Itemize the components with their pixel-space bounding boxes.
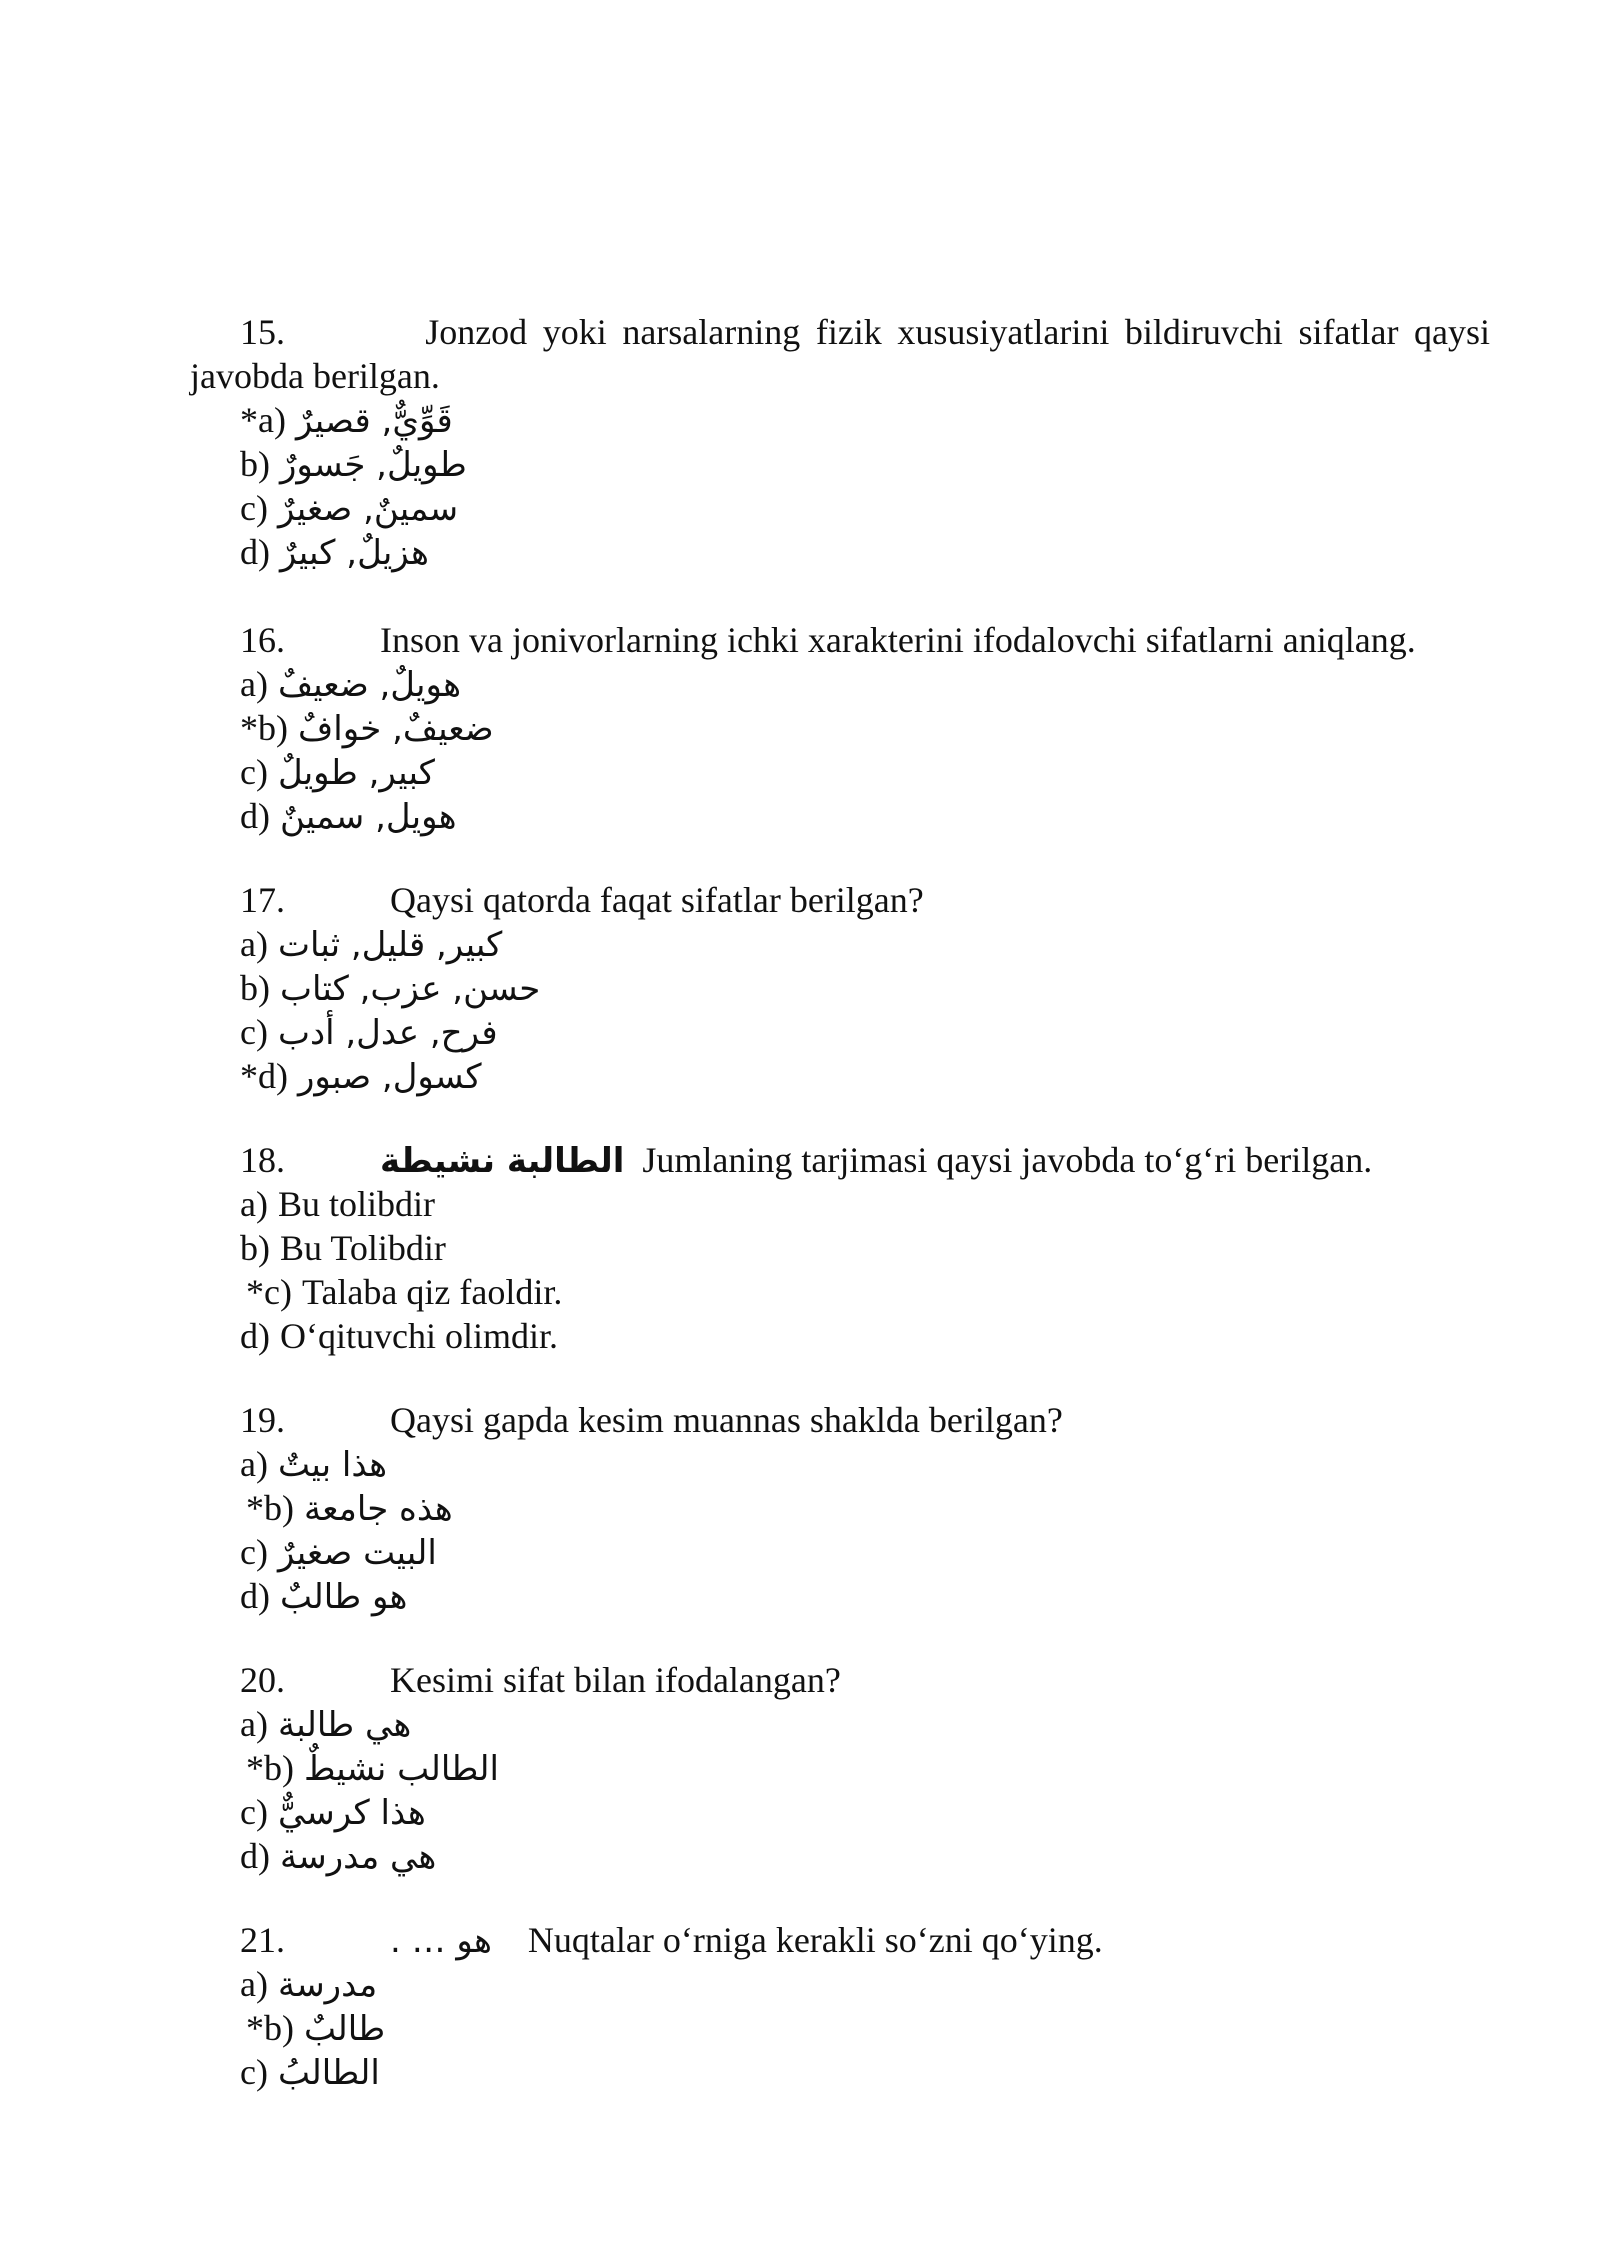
answer-option: [190, 1486, 1490, 1530]
option-label: *c): [246, 1272, 292, 1312]
question-21: [190, 1918, 1490, 2094]
answer-option: [190, 1182, 1490, 1226]
option-label: a): [240, 1704, 268, 1744]
option-text: هذا بيتٌ: [277, 1445, 388, 1485]
option-text: كبير, طويلٌ: [277, 753, 435, 793]
option-label: *b): [246, 2008, 294, 2048]
question-text-continued: javobda berilgan.: [190, 356, 440, 396]
answer-option: [190, 1442, 1490, 1486]
question-number: 17.: [240, 880, 285, 920]
option-label: *d): [240, 1056, 288, 1096]
option-label: b): [240, 444, 270, 484]
question-number: 15.: [240, 312, 285, 352]
answer-option: [190, 486, 1490, 530]
option-text: Bu tolibdir: [277, 1184, 435, 1224]
option-text: الطالبُ: [277, 2053, 380, 2093]
option-label: d): [240, 796, 270, 836]
arabic-sentence: الطالبة نشيطة: [380, 1141, 625, 1181]
option-text: كبير, قليل, ثبات: [277, 925, 503, 965]
option-text: هويل, سمينٌ: [280, 797, 457, 837]
question-19: [190, 1398, 1490, 1618]
option-label: *b): [246, 1488, 294, 1528]
option-label: b): [240, 968, 270, 1008]
option-label: a): [240, 1184, 268, 1224]
option-label: *b): [240, 708, 288, 748]
answer-option: [190, 922, 1490, 966]
question-16: [190, 618, 1490, 838]
answer-option: [190, 750, 1490, 794]
answer-option: [190, 1834, 1490, 1878]
question-stem: [190, 1918, 1490, 1962]
option-text: كسول, صبور: [298, 1057, 482, 1097]
answer-option: [190, 2050, 1490, 2094]
option-label: c): [240, 1012, 268, 1052]
arabic-blank-sentence: هو … .: [390, 1921, 492, 1961]
question-20: [190, 1658, 1490, 1878]
question-stem: [190, 1658, 1490, 1702]
option-text: هو طالبٌ: [280, 1577, 408, 1617]
option-label: d): [240, 1316, 270, 1356]
answer-option: [190, 706, 1490, 750]
option-label: c): [240, 2052, 268, 2092]
question-number: 18.: [240, 1140, 285, 1180]
question-15: [190, 310, 1490, 574]
option-label: *b): [246, 1748, 294, 1788]
option-label: a): [240, 924, 268, 964]
answer-option: [190, 662, 1490, 706]
question-text: Jonzod yoki narsalarning fizik xususiyatlarini bildiruvchi sifatlar qaysi: [425, 312, 1490, 352]
question-stem: [190, 1398, 1490, 1442]
question-stem: [190, 310, 1490, 354]
answer-option: [190, 966, 1490, 1010]
answer-option: [190, 1314, 1490, 1358]
question-text: Nuqtalar o‘rniga kerakli so‘zni qo‘ying.: [527, 1920, 1103, 1960]
answer-option: [190, 1574, 1490, 1618]
answer-option: [190, 1010, 1490, 1054]
question-number: 19.: [240, 1400, 285, 1440]
answer-option: [190, 1530, 1490, 1574]
answer-option: [190, 398, 1490, 442]
option-label: d): [240, 1576, 270, 1616]
option-text: O‘qituvchi olimdir.: [280, 1316, 558, 1356]
option-text: Bu Tolibdir: [280, 1228, 446, 1268]
answer-option: [190, 1790, 1490, 1834]
answer-option: [190, 1226, 1490, 1270]
answer-option: [190, 1746, 1490, 1790]
option-label: d): [240, 1836, 270, 1876]
option-label: d): [240, 532, 270, 572]
option-label: c): [240, 1532, 268, 1572]
question-number: 16.: [240, 620, 285, 660]
option-label: a): [240, 1964, 268, 2004]
question-text: Jumlaning tarjimasi qaysi javobda to‘g‘ri berilgan.: [642, 1140, 1373, 1180]
option-text: هي طالبة: [277, 1705, 412, 1745]
option-text: هويلٌ, ضعيفٌ: [277, 665, 462, 705]
answer-option: [190, 1270, 1490, 1314]
option-text: فرح, عدل, أدب: [277, 1013, 498, 1053]
option-text: Talaba qiz faoldir.: [301, 1272, 563, 1312]
answer-option: [190, 1962, 1490, 2006]
option-label: c): [240, 752, 268, 792]
question-stem: [190, 618, 1490, 662]
option-text: هذا كرسيٌّ: [277, 1793, 426, 1833]
option-text: سمينٌ, صغيرٌ: [277, 489, 459, 529]
question-text: Kesimi sifat bilan ifodalangan?: [390, 1660, 841, 1700]
answer-option: [190, 2006, 1490, 2050]
option-text: هي مدرسة: [280, 1837, 437, 1877]
option-label: *a): [240, 400, 286, 440]
option-label: a): [240, 664, 268, 704]
option-text: حسن, عزب, كتاب: [280, 969, 541, 1009]
option-text: قَوِّيٌّ, قصيرٌ: [295, 401, 453, 441]
question-17: [190, 878, 1490, 1098]
option-text: البيت صغيرٌ: [277, 1533, 437, 1573]
option-text: طويلٌ, جَسورٌ: [280, 445, 467, 485]
answer-option: [190, 794, 1490, 838]
answer-option: [190, 530, 1490, 574]
question-number: 21.: [240, 1920, 285, 1960]
option-text: هذه جامعة: [304, 1489, 453, 1529]
option-text: الطالب نشيطٌ: [304, 1749, 499, 1789]
option-label: c): [240, 1792, 268, 1832]
question-text: Qaysi gapda kesim muannas shaklda berilgan?: [390, 1400, 1063, 1440]
question-text: Qaysi qatorda faqat sifatlar berilgan?: [390, 880, 924, 920]
question-stem: [190, 1138, 1490, 1182]
option-label: c): [240, 488, 268, 528]
question-18: [190, 1138, 1490, 1358]
answer-option: [190, 1054, 1490, 1098]
option-label: a): [240, 1444, 268, 1484]
answer-option: [190, 1702, 1490, 1746]
answer-option: [190, 442, 1490, 486]
option-text: طالبٌ: [304, 2009, 386, 2049]
question-stem: [190, 878, 1490, 922]
option-text: ضعيفٌ, خوافٌ: [298, 709, 494, 749]
question-text: Inson va jonivorlarning ichki xarakterini ifodalovchi sifatlarni aniqlang.: [380, 620, 1416, 660]
option-text: مدرسة: [277, 1965, 378, 2005]
option-label: b): [240, 1228, 270, 1268]
question-number: 20.: [240, 1660, 285, 1700]
option-text: هزيلٌ, كبيرٌ: [280, 533, 429, 573]
